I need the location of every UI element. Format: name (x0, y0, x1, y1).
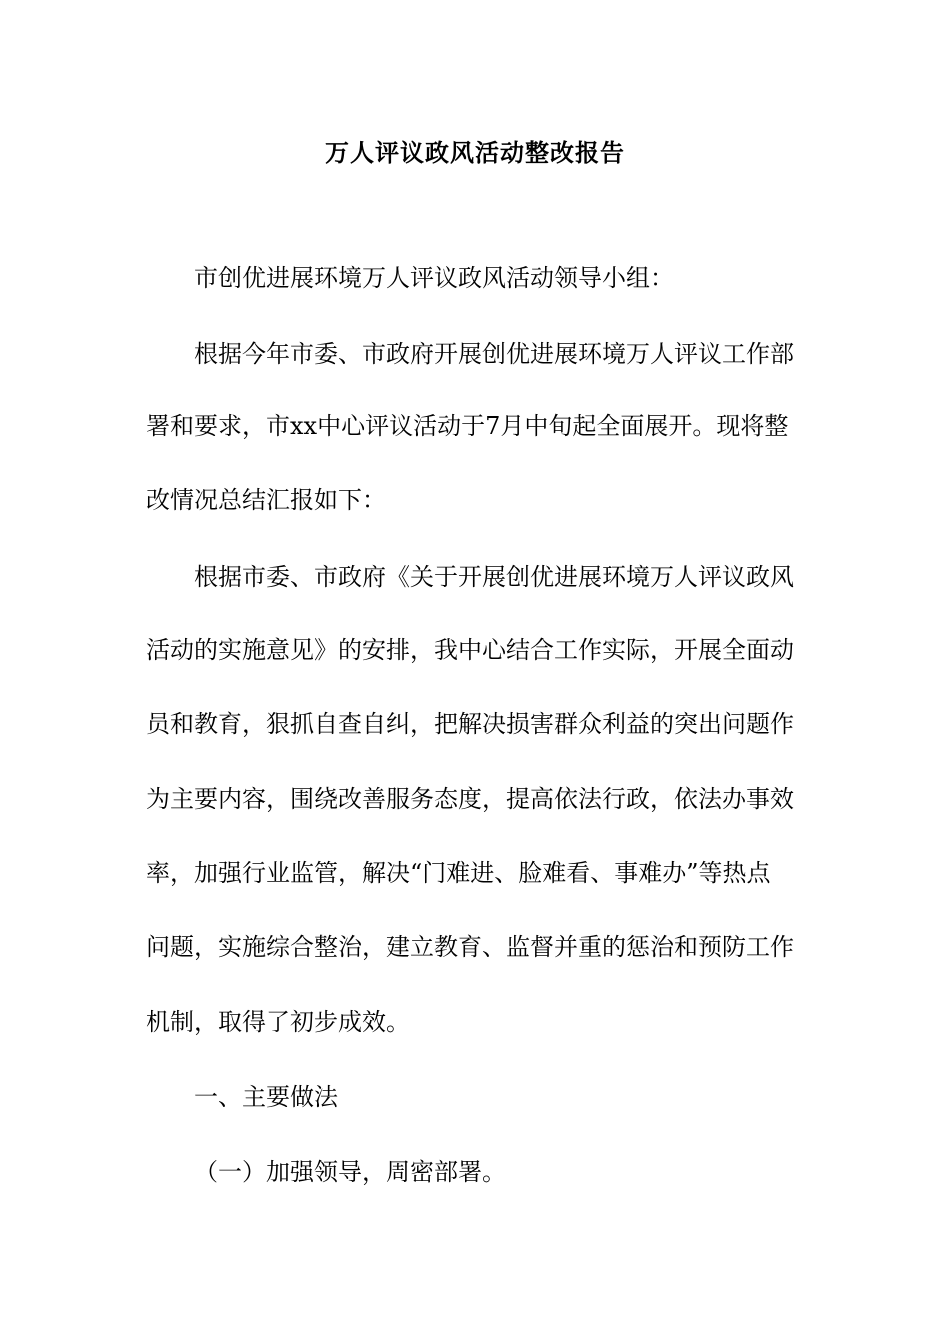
paragraph-2-line-5: 率，加强行业监管，解决“门难进、脸难看、事难办”等热点 (146, 859, 771, 887)
subsection-heading-1: （一）加强领导，周密部署。 (194, 1158, 506, 1186)
document-title: 万人评议政风活动整改报告 (325, 138, 625, 167)
paragraph-2-line-7: 机制，取得了初步成效。 (146, 1008, 410, 1036)
paragraph-1-line-3: 改情况总结汇报如下： (146, 486, 386, 514)
paragraph-2-line-6: 问题，实施综合整治，建立教育、监督并重的惩治和预防工作 (146, 933, 794, 961)
salutation: 市创优进展环境万人评议政风活动领导小组： (194, 264, 674, 292)
section-heading-1: 一、主要做法 (194, 1083, 338, 1111)
paragraph-2-line-3: 员和教育，狠抓自查自纠，把解决损害群众利益的突出问题作 (146, 710, 794, 738)
paragraph-1-line-2: 署和要求，市xx中心评议活动于7月中旬起全面展开。现将整 (146, 412, 789, 440)
paragraph-1-line-1: 根据今年市委、市政府开展创优进展环境万人评议工作部 (194, 340, 794, 368)
paragraph-2-line-2: 活动的实施意见》的安排，我中心结合工作实际，开展全面动 (146, 636, 794, 664)
paragraph-2-line-4: 为主要内容，围绕改善服务态度，提高依法行政，依法办事效 (146, 785, 794, 813)
paragraph-2-line-1: 根据市委、市政府《关于开展创优进展环境万人评议政风 (194, 563, 794, 591)
